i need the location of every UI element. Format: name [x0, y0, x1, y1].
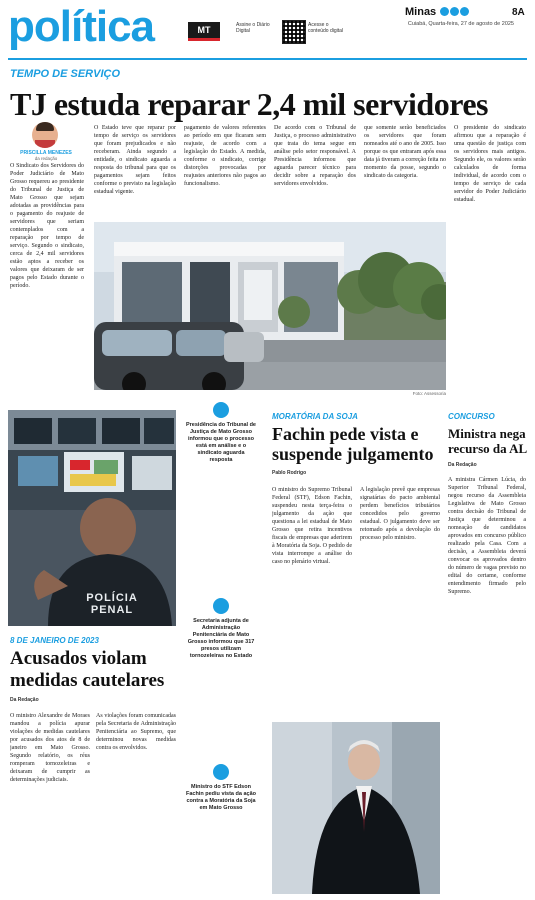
promo-digital: Acesse o conteúdo digital: [308, 22, 344, 34]
section-title: política: [8, 2, 155, 51]
brand-logo: Minas: [405, 6, 469, 18]
quote-icon: [213, 764, 229, 780]
lead-column-1: O Sindicato dos Servidores do Poder Judiciário de Mato Grosso requereu ao presidente do Tribunal de Justiça de Mato Grosso que sejam adotadas as providências para o pagamento do reajuste de servidores que seriam contemplados com a reparação por tempo de serviço. Segundo o sindicato, cerca de 2,4 mil servidores estão aptos a receber os valores que deixaram de ser pagos pelo Estado durante o período.: [10, 163, 84, 289]
story2-headline: Fachin pede vista e suspende julgamento: [272, 424, 434, 464]
dateline: Cuiabá, Quarta-feira, 27 de agosto de 2025: [407, 21, 514, 27]
author-avatar: [32, 122, 58, 148]
story2-kicker: MORATÓRIA DA SOJA: [272, 412, 358, 421]
story4-kicker: CONCURSO: [448, 412, 495, 421]
quote-icon: [213, 402, 229, 418]
story3-column-2: As violações foram comunicadas pela Secretaria de Administração Penitenciária ao Supremo, que determinou novas medidas contra os envolvidos.: [96, 713, 176, 751]
pull-quote-1: Presidência do Tribunal de Justiça de Mato Grosso informou que o processo está em análise e o sindicato aguarda resposta: [186, 422, 256, 463]
lead-photo-caption: Foto: Assessoria: [412, 391, 446, 396]
story3-kicker: 8 DE JANEIRO DE 2023: [10, 636, 99, 645]
lead-column-5: que somente serão beneficiados os servidores que foram nomeados até o ano de 2005. Isso porque os que entraram após essa data já tiveram a correção feita no momento da posse, segundo o sindicato da categoria.: [364, 125, 446, 179]
lead-headline: TJ estuda reparar 2,4 mil servidores: [10, 86, 488, 122]
story3-byline: Da Redação: [10, 697, 39, 703]
lead-column-2: O Estado teve que reparar por tempo de serviço os servidores que foram prejudicados e não receberam. Ainda segundo a entidade, o sindicato aguarda a resposta do tribunal para que os pagamentos sejam feitos conforme o previsto na legislação estadual vigente.: [94, 125, 176, 195]
page-number: 8A: [512, 7, 525, 18]
author-email: da redação: [34, 156, 58, 161]
quote-icon: [213, 598, 229, 614]
pull-quote-3: Ministro do STF Edson Fachin pediu vista da ação contra a Moratória da Soja em Mato Grosso: [186, 784, 256, 811]
qr-code-icon: [282, 20, 306, 44]
lead-column-4: De acordo com o Tribunal de Justiça, o processo administrativo que trata do tema segue em análise pelo setor responsável. A Presidência informou que aguarda parecer técnico para decidir sobre a reparação dos servidores envolvidos.: [274, 125, 356, 187]
lead-column-3: pagamento de valores referentes ao período em que ficaram sem reajuste, de acordo com a legislação do Estado. A medida, conforme o sindicato, corrige distorções provocadas por reajustes anteriores não pagos ao funcionalismo.: [184, 125, 266, 187]
minister-illustration: [272, 722, 440, 894]
lead-photo-building: [94, 222, 446, 390]
author-name: PRISCILLA MENEZES: [20, 150, 72, 156]
story3-headline: Acusados violam medidas cautelares: [10, 648, 165, 691]
photo-monitoring-center: [8, 410, 176, 626]
lead-column-6: O presidente do sindicato afirmou que a reparação é uma questão de justiça com os servidores mais antigos. Segundo ele, os valores serão calculados de forma individual, de acordo com o tempo de serviço de cada servidor do Poder Judiciário estadual.: [454, 125, 526, 203]
shirt-text: POLÍCIA PENAL: [86, 592, 138, 616]
promo-subscribe: Assine o Diário Digital: [236, 22, 270, 34]
story4-headline: Ministra nega recurso da AL: [448, 426, 528, 456]
photo-minister: [272, 722, 440, 894]
lead-kicker: TEMPO DE SERVIÇO: [10, 68, 121, 80]
story4-column-1: A ministra Cármen Lúcia, do Superior Tribunal Federal, negou recurso da Assembleia Legislativa de Mato Grosso contra decisão do Tribunal de Justiça que determinou a nomeação de candidatos aprovados em concurso público realizado pela Casa. Com a decisão, a Assembleia deverá convocar os aprovados dentro do número de vagas previsto no edital do certame, conforme entendimento firmado pelo Supremo.: [448, 477, 526, 595]
masthead-rule: [8, 58, 527, 60]
story2-column-1: O ministro do Supremo Tribunal Federal (STF), Edson Fachin, suspendeu nesta terça-feira o julgamento da ação que questiona a lei estadual de Mato Grosso que retira incentivos fiscais de empresas que aderirem à Moratória da Soja. O pedido de vista interrompe a análise do caso no plenário virtual.: [272, 487, 352, 565]
story3-column-1: O ministro Alexandre de Moraes mandou a polícia apurar violações de medidas cautelares por acusados dos atos de 8 de janeiro em Mato Grosso. Segundo relatório, os réus romperam tornozeleiras e deixaram de cumprir as determinações judiciais.: [10, 713, 90, 783]
newspaper-badge: MT: [188, 22, 220, 38]
story2-column-2: A legislação prevê que empresas signatárias do pacto ambiental perdem benefícios tributários concedidos pelo governo estadual. O julgamento deve ser retomado após a devolução do processo pelo ministro.: [360, 487, 440, 541]
story2-byline: Pablo Rodrigo: [272, 470, 307, 476]
pull-quote-2: Secretaria adjunta de Administração Penitenciária de Mato Grosso informou que 317 presos utilizam tornozeleiras no Estado: [187, 618, 255, 659]
story4-byline: Da Redação: [448, 462, 477, 468]
building-illustration: [94, 222, 446, 390]
